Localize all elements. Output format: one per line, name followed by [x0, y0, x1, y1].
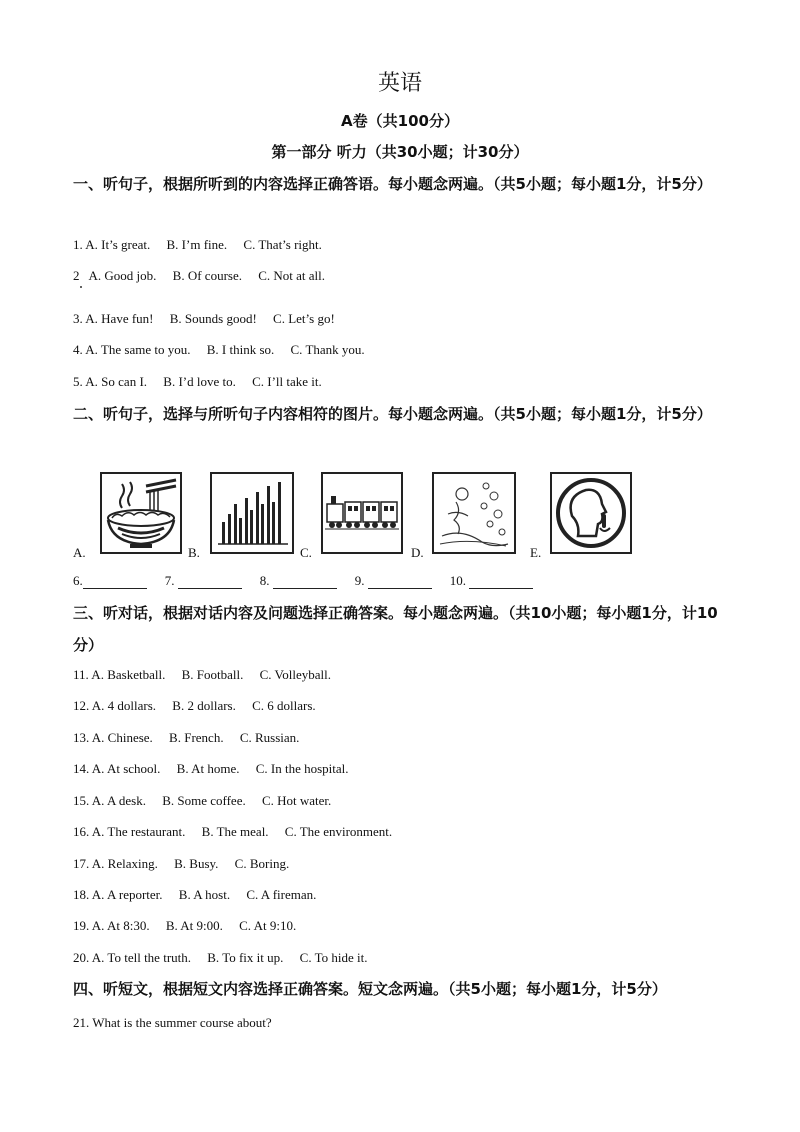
question-4: 4. A. The same to you. B. I think so. C. Thank you.: [73, 342, 365, 357]
blank-10-line[interactable]: [469, 576, 533, 589]
noodle-bowl-icon: [102, 474, 180, 552]
blank-10: [450, 573, 534, 588]
question-19: 19. A. At 8:30. B. At 9:00. C. At 9:10.: [73, 918, 297, 933]
blank-8-line[interactable]: [273, 576, 337, 589]
section-1-heading: 一、听句子，根据所听到的内容选择正确答语。每小题念两遍。（共5小题；每小题1分，计5分）: [73, 175, 712, 193]
blank-6: [73, 573, 147, 588]
question-14: 14. A. At school. B. At home. C. In the hospital.: [73, 761, 349, 776]
part-heading: 第一部分 听力（共30小题；计30分）: [271, 143, 529, 161]
sketch-scene-icon: [434, 474, 514, 552]
question-1: 1. A. It’s great. B. I’m fine. C. That’s right.: [73, 237, 322, 252]
picture-d-sketch: [432, 472, 516, 554]
bar-chart-icon: [212, 474, 292, 552]
picture-c-train: [321, 472, 403, 554]
picture-b-label: B.: [188, 545, 200, 560]
blank-9-label: 9.: [354, 573, 365, 588]
question-16: 16. A. The restaurant. B. The meal. C. The environment.: [73, 824, 393, 839]
section-2-heading: 二、听句子，选择与所听句子内容相符的图片。每小题念两遍。（共5小题；每小题1分，计5分）: [73, 405, 712, 423]
question-21: 21. What is the summer course about?: [73, 1015, 272, 1030]
train-icon: [323, 474, 401, 552]
question-2: 2 A. Good job. B. Of course. C. Not at all.: [73, 268, 326, 283]
blank-6-label: 6.: [73, 573, 83, 588]
blank-8-label: 8.: [259, 573, 270, 588]
question-20: 20. A. To tell the truth. B. To fix it up. C. To hide it.: [73, 950, 368, 965]
blank-7: [165, 573, 242, 588]
question-15: 15. A. A desk. B. Some coffee. C. Hot water.: [73, 793, 332, 808]
paper-label: A卷（共100分）: [341, 112, 459, 130]
blank-6-line[interactable]: [83, 576, 147, 589]
picture-a-noodles: [100, 472, 182, 554]
answer-blanks-row: [73, 573, 551, 589]
question-13: 13. A. Chinese. B. French. C. Russian.: [73, 730, 300, 745]
question-17: 17. A. Relaxing. B. Busy. C. Boring.: [73, 856, 290, 871]
question-5: 5. A. So can I. B. I’d love to. C. I’ll take it.: [73, 374, 322, 389]
picture-c-label: C.: [300, 545, 312, 560]
blank-10-label: 10.: [449, 573, 466, 588]
question-12: 12. A. 4 dollars. B. 2 dollars. C. 6 dollars.: [73, 698, 316, 713]
section-3-heading: 三、听对话，根据对话内容及问题选择正确答案。每小题念两遍。（共10小题；每小题1分，计10分）: [73, 604, 718, 654]
blank-7-label: 7.: [164, 573, 175, 588]
picture-e-label: E.: [530, 545, 542, 560]
question-3: 3. A. Have fun! B. Sounds good! C. Let’s go!: [73, 311, 335, 326]
section-4-heading: 四、听短文，根据短文内容选择正确答案。短文念两遍。（共5小题；每小题1分，计5分）: [73, 980, 667, 998]
picture-a-label: A.: [73, 545, 86, 560]
blank-7-line[interactable]: [178, 576, 242, 589]
picture-e-quiet-sign: [550, 472, 632, 554]
blank-9-line[interactable]: [368, 576, 432, 589]
picture-d-label: D.: [411, 545, 424, 560]
page-title: 英语: [377, 71, 422, 96]
question-11: 11. A. Basketball. B. Football. C. Volleyball.: [73, 667, 331, 682]
quiet-please-icon: [552, 474, 630, 552]
picture-b-bar-chart: [210, 472, 294, 554]
stray-dot: [80, 286, 82, 288]
blank-9: [355, 573, 432, 588]
blank-8: [260, 573, 337, 588]
question-18: 18. A. A reporter. B. A host. C. A fireman.: [73, 887, 317, 902]
